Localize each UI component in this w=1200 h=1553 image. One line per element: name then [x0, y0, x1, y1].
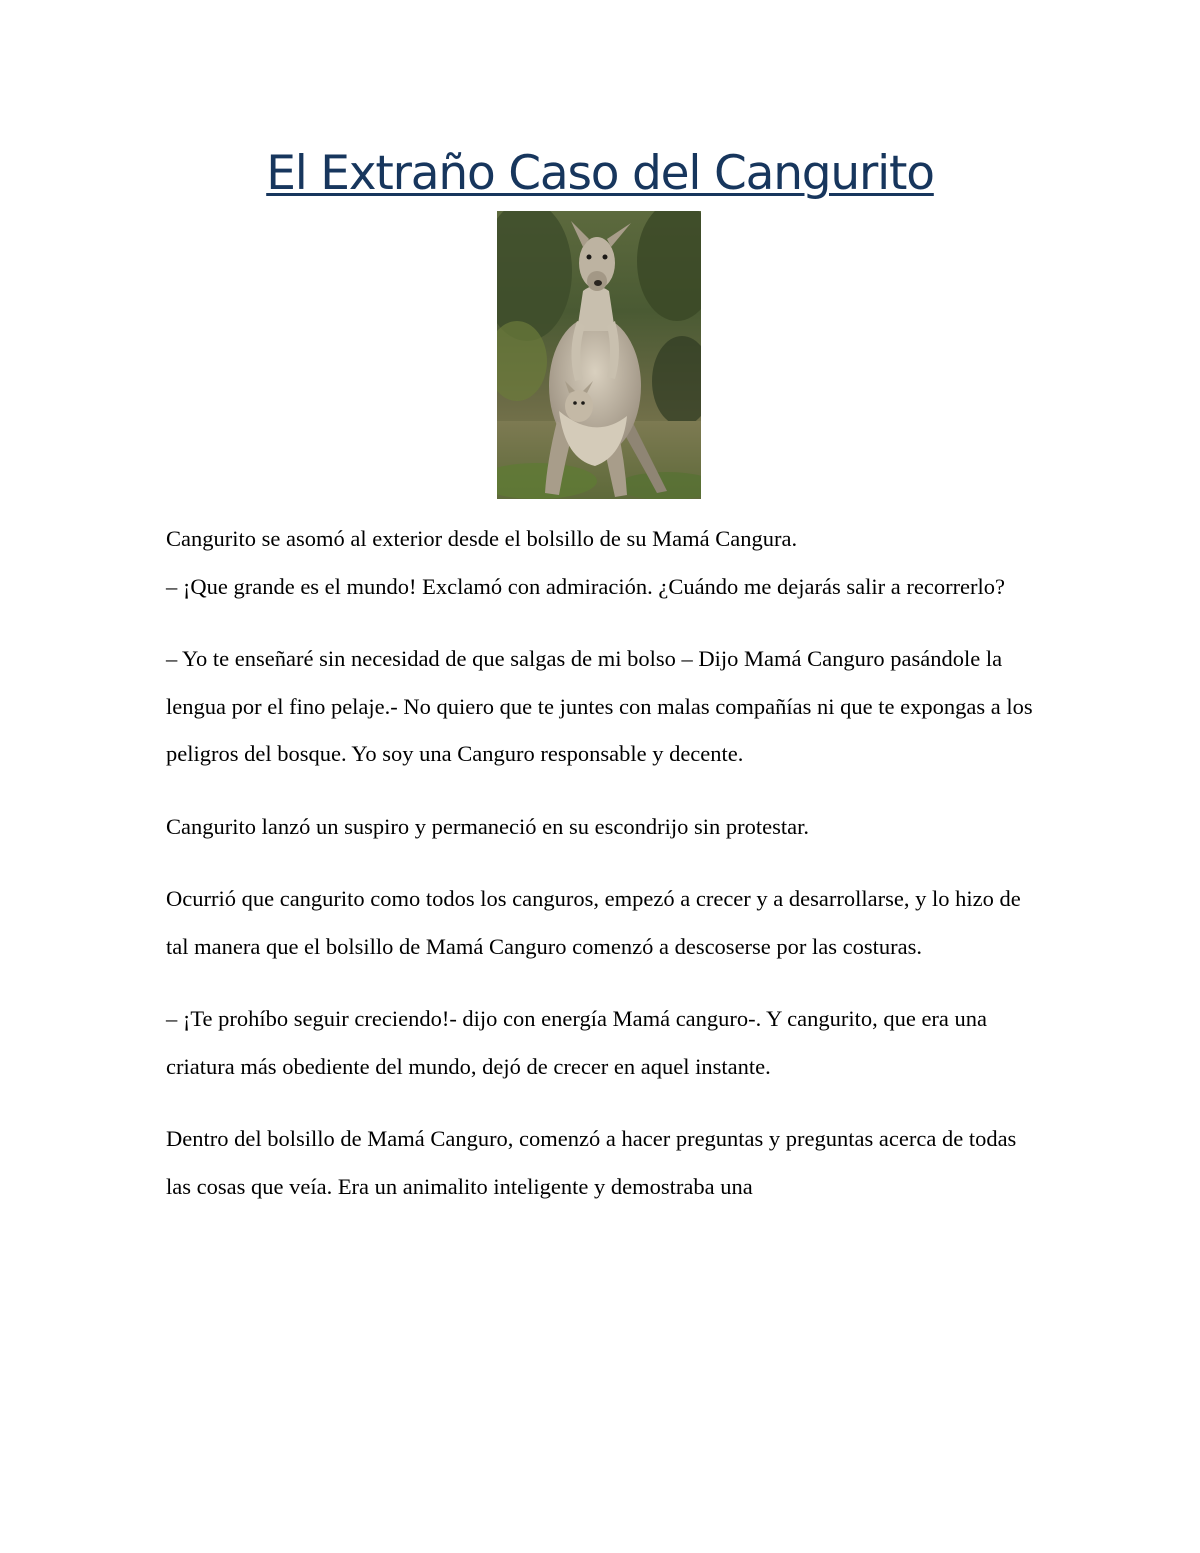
- paragraph-1: Cangurito se asomó al exterior desde el bolsillo de su Mamá Cangura. – ¡Que grande es el mundo! Exclamó con admiración. ¿Cuándo me dejarás salir a recorrerlo?: [166, 526, 1006, 599]
- paragraph-4: Ocurrió que cangurito como todos los canguros, empezó a crecer y a desarrollarse, y lo hizo de tal manera que el bolsillo de Mamá Canguro comenzó a descoserse por las costuras.: [166, 886, 1021, 959]
- kangaroo-photo: [497, 211, 701, 499]
- paragraph-2: – Yo te enseñaré sin necesidad de que salgas de mi bolso – Dijo Mamá Canguro pasándole la lengua por el fino pelaje.- No quiero que te juntes con malas compañías ni que te expongas a los peligros del bosque. Yo soy una Canguro responsable y decente.: [166, 646, 1033, 766]
- story-body: [166, 515, 1046, 1235]
- paragraph-5: – ¡Te prohíbo seguir creciendo!- dijo con energía Mamá canguro-. Y cangurito, que era una criatura más obediente del mundo, dejó de crecer en aquel instante.: [166, 1006, 988, 1079]
- page-title: [0, 142, 1200, 206]
- kangaroo-with-joey-illustration: [497, 211, 701, 499]
- paragraph-3: Cangurito lanzó un suspiro y permaneció en su escondrijo sin protestar.: [166, 813, 809, 839]
- page-title-text: El Extraño Caso del Cangurito: [266, 146, 934, 201]
- paragraph-6: Dentro del bolsillo de Mamá Canguro, comenzó a hacer preguntas y preguntas acerca de todas las cosas que veía. Era un animalito inteligente y demostraba una: [166, 1126, 1017, 1199]
